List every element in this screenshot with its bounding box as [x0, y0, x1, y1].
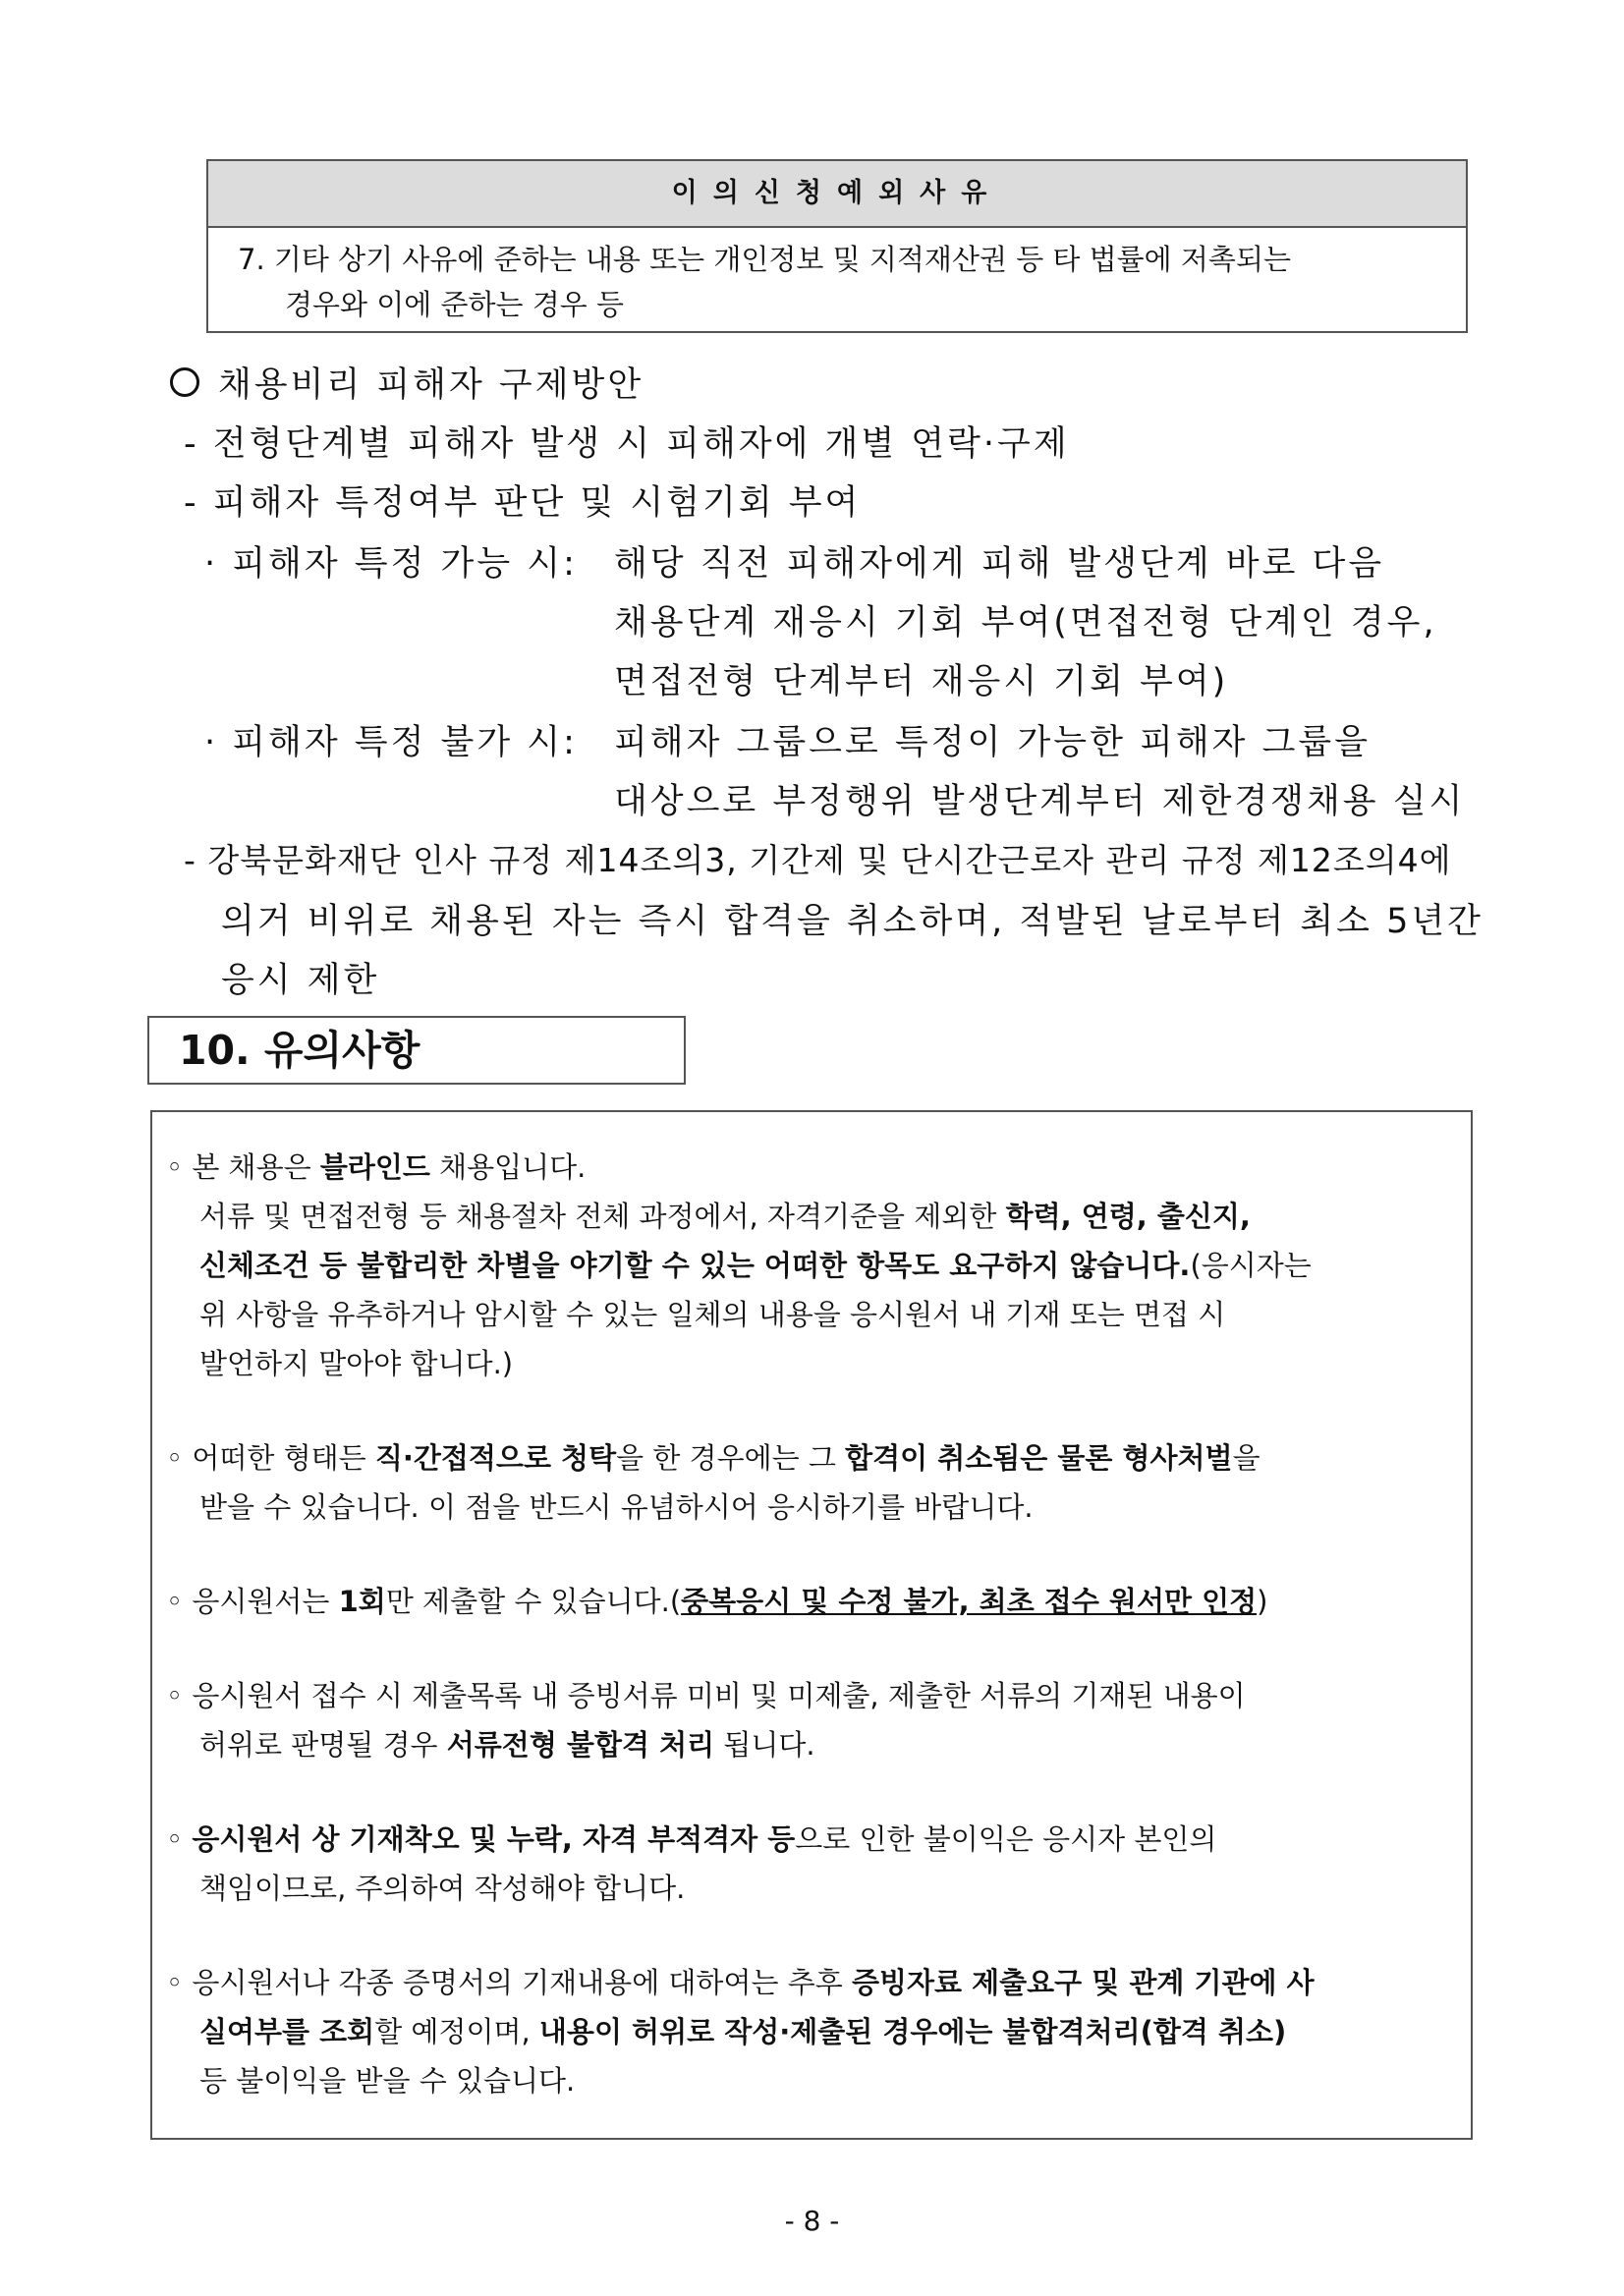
section-title: 10. 유의사항 [147, 1016, 686, 1085]
note-3: ◦ 응시원서는 1회만 제출할 수 있습니다.(중복응시 및 수정 불가, 최초 접수 원서만 인정) [166, 1585, 1268, 1618]
remedy-bullet-1-label: · 피해자 특정 가능 시: [204, 544, 578, 584]
note-4-line-2: 허위로 판명될 경우 서류전형 불합격 처리 됩니다. [199, 1728, 815, 1762]
exception-row-line1: 7. 기타 상기 사유에 준하는 내용 또는 개인정보 및 지적재산권 등 타 법률에 저촉되는 [238, 243, 1291, 276]
exception-table [206, 159, 1468, 333]
note-1-line-4: 위 사항을 유추하거나 암시할 수 있는 일체의 내용을 응시원서 내 기재 또는 면접 시 [199, 1298, 1226, 1331]
remedy-heading: 채용비리 피해자 구제방안 [218, 365, 644, 405]
exception-row-line2: 경우와 이에 준하는 경우 등 [285, 288, 625, 321]
circle-bullet-icon [170, 367, 199, 397]
remedy-dash-2: - 피해자 특정여부 판단 및 시험기회 부여 [184, 483, 862, 523]
exception-table-header: 이의신청예외사유 [208, 161, 1466, 228]
note-6-line-3: 등 불이익을 받을 수 있습니다. [199, 2064, 576, 2098]
remedy-bullet-1-line-3: 면접전형 단계부터 재응시 기회 부여) [614, 662, 1229, 701]
note-5-line-2: 책임이므로, 주의하여 작성해야 합니다. [199, 1872, 686, 1905]
note-2-line-1: ◦ 어떠한 형태든 직·간접적으로 청탁을 한 경우에는 그 합격이 취소됨은 물론 형사처벌을 [166, 1441, 1260, 1475]
note-4-line-1: ◦ 응시원서 접수 시 제출목록 내 증빙서류 미비 및 미제출, 제출한 서류의 기재된 내용이 [166, 1679, 1246, 1712]
remedy-bullet-1-line-1: 해당 직전 피해자에게 피해 발생단계 바로 다음 [614, 544, 1385, 584]
remedy-dash-1: - 전형단계별 피해자 발생 시 피해자에 개별 연락·구제 [184, 424, 1070, 464]
remedy-bullet-2-line-2: 대상으로 부정행위 발생단계부터 제한경쟁채용 실시 [614, 782, 1466, 821]
remedy-bullet-2-label: · 피해자 특정 불가 시: [204, 723, 578, 762]
note-1-line-1: ◦ 본 채용은 블라인드 채용입니다. [166, 1150, 587, 1184]
note-6-line-1: ◦ 응시원서나 각종 증명서의 기재내용에 대하여는 추후 증빙자료 제출요구 및 관계 기관에 사 [166, 1966, 1315, 1999]
note-1-line-3: 신체조건 등 불합리한 차별을 야기할 수 있는 어떠한 항목도 요구하지 않습니다.(응시자는 [199, 1249, 1312, 1282]
note-1-line-5: 발언하지 말아야 합니다.) [199, 1347, 514, 1380]
remedy-dash-3-line-3: 응시 제한 [221, 961, 380, 1000]
remedy-bullet-2-line-1: 피해자 그룹으로 특정이 가능한 피해자 그룹을 [614, 723, 1372, 762]
note-2-line-2: 받을 수 있습니다. 이 점을 반드시 유념하시어 응시하기를 바랍니다. [199, 1490, 1034, 1524]
note-1-line-2: 서류 및 면접전형 등 채용절차 전체 과정에서, 자격기준을 제외한 학력, 연령, 출신지, [199, 1200, 1251, 1233]
page-number: - 8 - [784, 2205, 840, 2237]
remedy-dash-3-line-1: - 강북문화재단 인사 규정 제14조의3, 기간제 및 단시간근로자 관리 규정 제12조의4에 [184, 841, 1452, 879]
note-6-line-2: 실여부를 조회할 예정이며, 내용이 허위로 작성·제출된 경우에는 불합격처리(합격 취소) [199, 2015, 1287, 2048]
remedy-bullet-1-line-2: 채용단계 재응시 기회 부여(면접전형 단계인 경우, [614, 603, 1437, 643]
note-5-line-1: ◦ 응시원서 상 기재착오 및 누락, 자격 부적격자 등으로 인한 불이익은 응시자 본인의 [166, 1822, 1217, 1856]
remedy-dash-3-line-2: 의거 비위로 채용된 자는 즉시 합격을 취소하며, 적발된 날로부터 최소 5년간 [221, 902, 1484, 941]
notes-box [150, 1110, 1473, 2140]
